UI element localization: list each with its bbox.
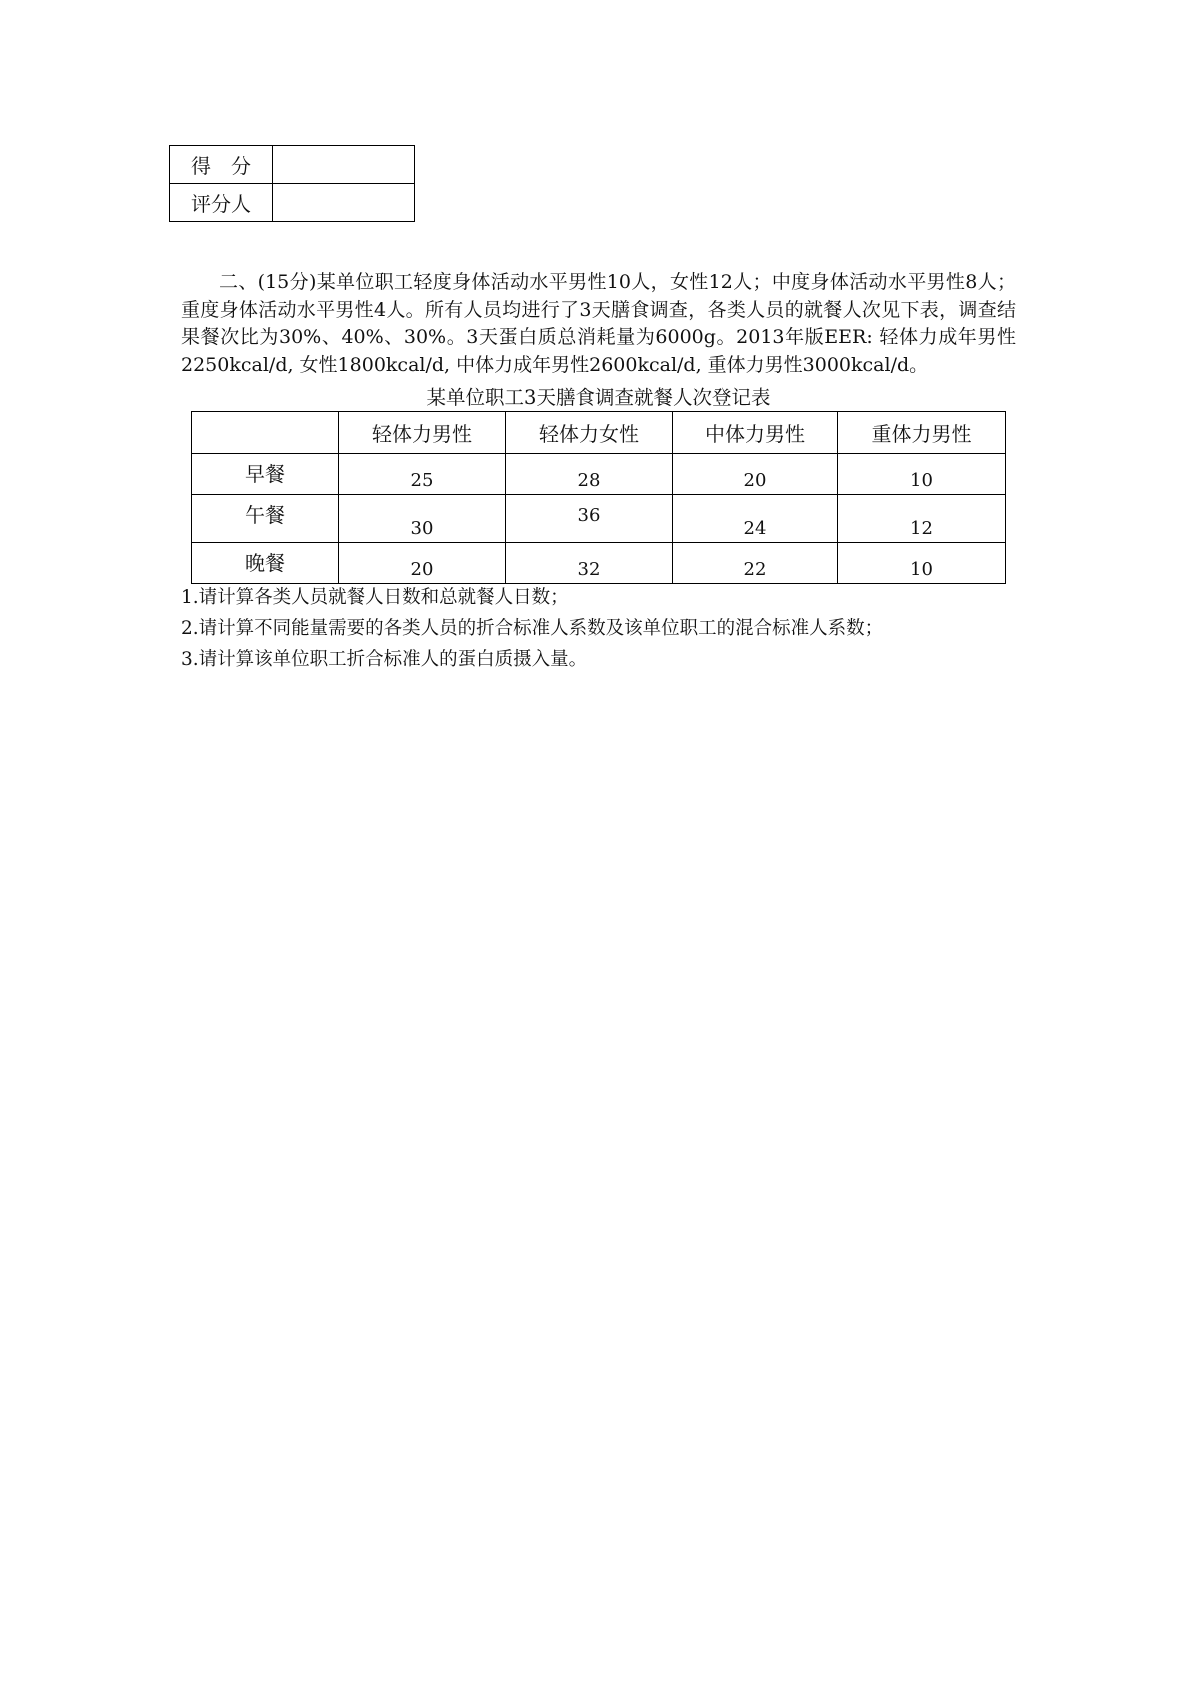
table-row [192,454,1006,495]
table-row [192,495,1006,543]
row-label-lunch: 午餐 [192,495,339,543]
grader-row [170,184,415,222]
table-cell: 22 [673,543,838,584]
question-list [181,582,1016,675]
header-cell-medium-male: 中体力男性 [673,412,838,454]
table-cell: 30 [339,495,506,543]
score-value-cell [273,146,415,184]
table-header-row [192,412,1006,454]
score-label: 得 分 [170,146,273,184]
table-cell: 10 [838,454,1006,495]
question-item-3: 3.请计算该单位职工折合标准人的蛋白质摄入量。 [181,649,588,670]
row-label-breakfast: 早餐 [192,454,339,495]
score-box [169,145,415,222]
grader-value-cell [273,184,415,222]
table-cell: 10 [838,543,1006,584]
table-cell: 28 [506,454,673,495]
table-row [192,543,1006,584]
table-cell: 24 [673,495,838,543]
header-cell-heavy-male: 重体力男性 [838,412,1006,454]
table-cell: 20 [673,454,838,495]
question-item-1: 1.请计算各类人员就餐人日数和总就餐人日数； [181,587,569,608]
problem-statement: 二、(15分)某单位职工轻度身体活动水平男性10人，女性12人；中度身体活动水平男性8人；重度身体活动水平男性4人。所有人员均进行了3天膳食调查，各类人员的就餐人次见下表，调查结果餐次比为30%、40%、30%。3天蛋白质总消耗量为6000g。2013年版EER: 轻体力成年男性2250kcal/d, 女性1800kcal/d, 中体力成年男性2600kcal/d, 重体力男性3000kcal/d。 [181,271,1016,376]
question-item-2: 2.请计算不同能量需要的各类人员的折合标准人系数及该单位职工的混合标准人系数； [181,618,884,639]
meal-count-table [191,411,1006,584]
table-caption: 某单位职工3天膳食调查就餐人次登记表 [426,386,771,409]
header-cell-empty [192,412,339,454]
table-cell: 36 [506,495,673,543]
grader-label: 评分人 [170,184,273,222]
table-cell: 32 [506,543,673,584]
table-cell: 12 [838,495,1006,543]
table-cell: 25 [339,454,506,495]
header-cell-light-female: 轻体力女性 [506,412,673,454]
header-cell-light-male: 轻体力男性 [339,412,506,454]
score-row [170,146,415,184]
row-label-dinner: 晚餐 [192,543,339,584]
table-cell: 20 [339,543,506,584]
